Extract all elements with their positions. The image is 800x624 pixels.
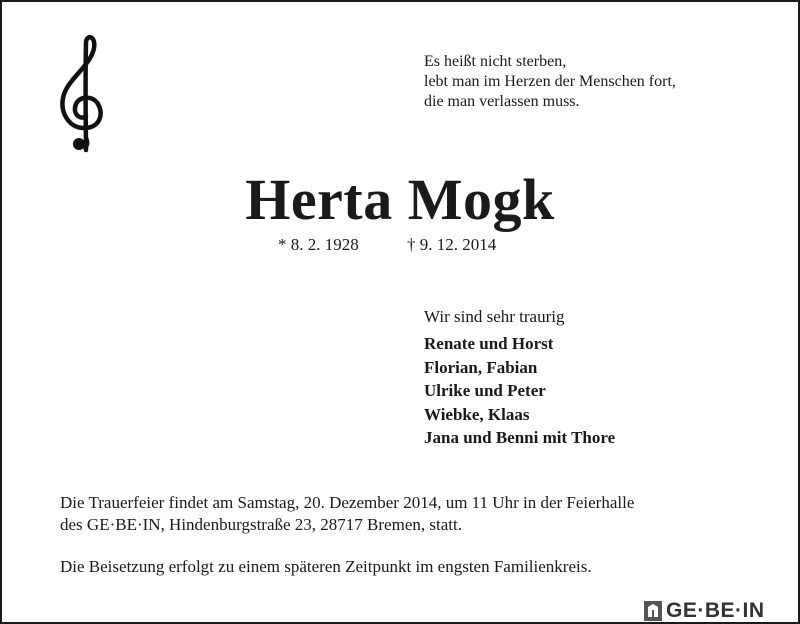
mourner-name: Renate und Horst [424,334,554,353]
birth-date: * 8. 2. 1928 [278,235,359,254]
gebein-mark-icon [644,601,662,621]
life-dates [278,234,496,256]
funeral-line: des GE·BE·IN, Hindenburgstraße 23, 28717 Bremen, statt. [60,515,462,534]
death-date: † 9. 12. 2014 [407,235,497,254]
quote-line: lebt man im Herzen der Menschen fort, [424,73,676,90]
mourner-name: Ulrike und Peter [424,381,546,400]
mourners-intro: Wir sind sehr traurig [424,307,565,326]
burial-notice: Die Beisetzung erfolgt zu einem späteren Zeitpunkt im engsten Familienkreis. [60,557,592,576]
logo-text: GE·BE·IN [666,599,765,622]
treble-clef-icon [56,32,108,158]
mourner-name: Jana und Benni mit Thore [424,428,616,447]
mourner-name: Florian, Fabian [424,357,538,377]
deceased-name: Herta Mogk [245,167,555,232]
gebein-logo [644,600,765,622]
mourners-list [424,332,615,450]
quote-block [424,52,754,112]
funeral-notice [60,492,780,536]
quote-line: Es heißt nicht sterben, [424,53,567,70]
quote-line: die man verlassen muss. [424,93,580,110]
mourner-name: Wiebke, Klaas [424,404,530,424]
funeral-line: Die Trauerfeier findet am Samstag, 20. Dezember 2014, um 11 Uhr in der Feierhalle [60,493,635,512]
